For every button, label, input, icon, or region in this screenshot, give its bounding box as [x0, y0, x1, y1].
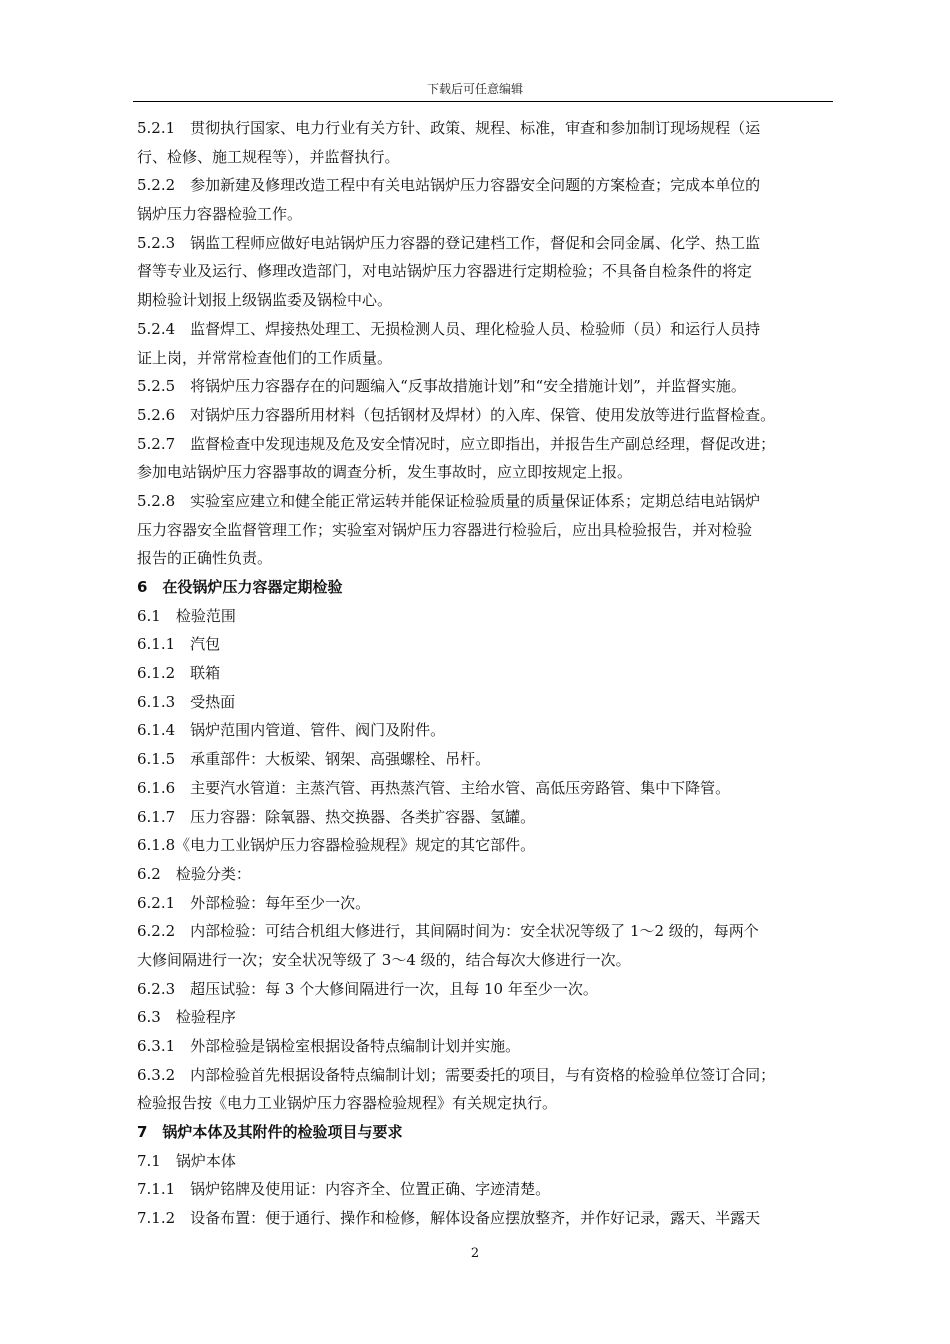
text-line: 6.2.2 内部检验：可结合机组大修进行，其间隔时间为：安全状况等级了 1～2 级的，每两个 — [137, 922, 759, 941]
text-line: 7.1.2 设备布置：便于通行、操作和检修，解体设备应摆放整齐，并作好记录，露天、半露天 — [137, 1209, 761, 1228]
text-line: 6.1.7 压力容器：除氧器、热交换器、各类扩容器、氢罐。 — [137, 807, 536, 826]
text-line: 期检验计划报上级锅监委及锅检中心。 — [137, 291, 393, 310]
subsection-heading: 6.1 检验范围 — [137, 606, 236, 625]
text-line: 5.2.1 贯彻执行国家、电力行业有关方针、政策、规程、标准，审查和参加制订现场规程（运 — [137, 119, 761, 137]
text-line: 6.1.4 锅炉范围内管道、管件、阀门及附件。 — [137, 721, 446, 740]
text-line: 6.1.8《电力工业锅炉压力容器检验规程》规定的其它部件。 — [137, 836, 536, 855]
text-line: 5.2.2 参加新建及修理改造工程中有关电站锅炉压力容器安全问题的方案检查；完成本单位的 — [137, 176, 761, 195]
text-line: 5.2.4 监督焊工、焊接热处理工、无损检测人员、理化检验人员、检验师（员）和运行人员持 — [137, 319, 761, 338]
text-line: 证上岗，并常常检查他们的工作质量。 — [137, 348, 393, 367]
subsection-heading: 6.2 检验分类： — [137, 864, 251, 883]
text-line: 5.2.5 将锅炉压力容器存在的问题编入“反事故措施计划”和“安全措施计划”，并监督实施。 — [137, 377, 746, 396]
page-number: 2 — [470, 1246, 480, 1261]
section-heading: 7 锅炉本体及其附件的检验项目与要求 — [137, 1123, 403, 1142]
text-line: 报告的正确性负责。 — [137, 549, 273, 568]
page-header: 下载后可任意编辑 — [426, 82, 523, 96]
text-line: 压力容器安全监督管理工作；实验室对锅炉压力容器进行检验后，应出具检验报告，并对检验 — [137, 520, 753, 539]
text-line: 5.2.6 对锅炉压力容器所用材料（包括钢材及焊材）的入库、保管、使用发放等进行监督检查。 — [137, 405, 776, 424]
text-line: 6.1.3 受热面 — [137, 692, 236, 711]
text-line: 6.3.2 内部检验首先根据设备特点编制计划；需要委托的项目，与有资格的检验单位签订合同； — [137, 1065, 776, 1084]
text-line: 督等专业及运行、修理改造部门，对电站锅炉压力容器进行定期检验；不具备自检条件的将定 — [137, 262, 753, 281]
text-line: 5.2.7 监督检查中发现违规及危及安全情况时，应立即指出，并报告生产副总经理，督促改进； — [137, 434, 776, 453]
text-line: 锅炉压力容器检验工作。 — [137, 205, 303, 224]
header-divider — [133, 101, 833, 102]
text-line: 5.2.3 锅监工程师应做好电站锅炉压力容器的登记建档工作，督促和会同金属、化学、热工监 — [137, 233, 761, 252]
text-line: 检验报告按《电力工业锅炉压力容器检验规程》有关规定执行。 — [137, 1094, 558, 1113]
text-line: 6.1.1 汽包 — [137, 635, 221, 654]
subsection-heading: 7.1 锅炉本体 — [137, 1151, 236, 1170]
subsection-heading: 6.3 检验程序 — [137, 1008, 236, 1027]
text-line: 大修间隔进行一次；安全状况等级了 3～4 级的，结合每次大修进行一次。 — [137, 950, 631, 969]
section-heading: 6 在役锅炉压力容器定期检验 — [137, 578, 343, 596]
text-line: 6.1.2 联箱 — [137, 664, 221, 683]
text-line: 6.1.5 承重部件：大板梁、钢架、高强螺栓、吊杆。 — [137, 750, 491, 769]
text-line: 行、检修、施工规程等），并监督执行。 — [137, 147, 400, 166]
text-line: 6.3.1 外部检验是锅检室根据设备特点编制计划并实施。 — [137, 1037, 521, 1055]
text-line: 6.2.1 外部检验：每年至少一次。 — [137, 893, 371, 912]
text-line: 7.1.1 锅炉铭牌及使用证：内容齐全、位置正确、字迹清楚。 — [137, 1180, 551, 1199]
document-body — [137, 114, 837, 1233]
text-line: 5.2.8 实验室应建立和健全能正常运转并能保证检验质量的质量保证体系；定期总结电站锅炉 — [137, 491, 761, 510]
text-line: 参加电站锅炉压力容器事故的调查分析，发生事故时，应立即按规定上报。 — [137, 463, 633, 482]
text-line: 6.1.6 主要汽水管道：主蒸汽管、再热蒸汽管、主给水管、高低压旁路管、集中下降管。 — [137, 778, 731, 797]
text-line: 6.2.3 超压试验：每 3 个大修间隔进行一次，且每 10 年至少一次。 — [137, 979, 598, 998]
